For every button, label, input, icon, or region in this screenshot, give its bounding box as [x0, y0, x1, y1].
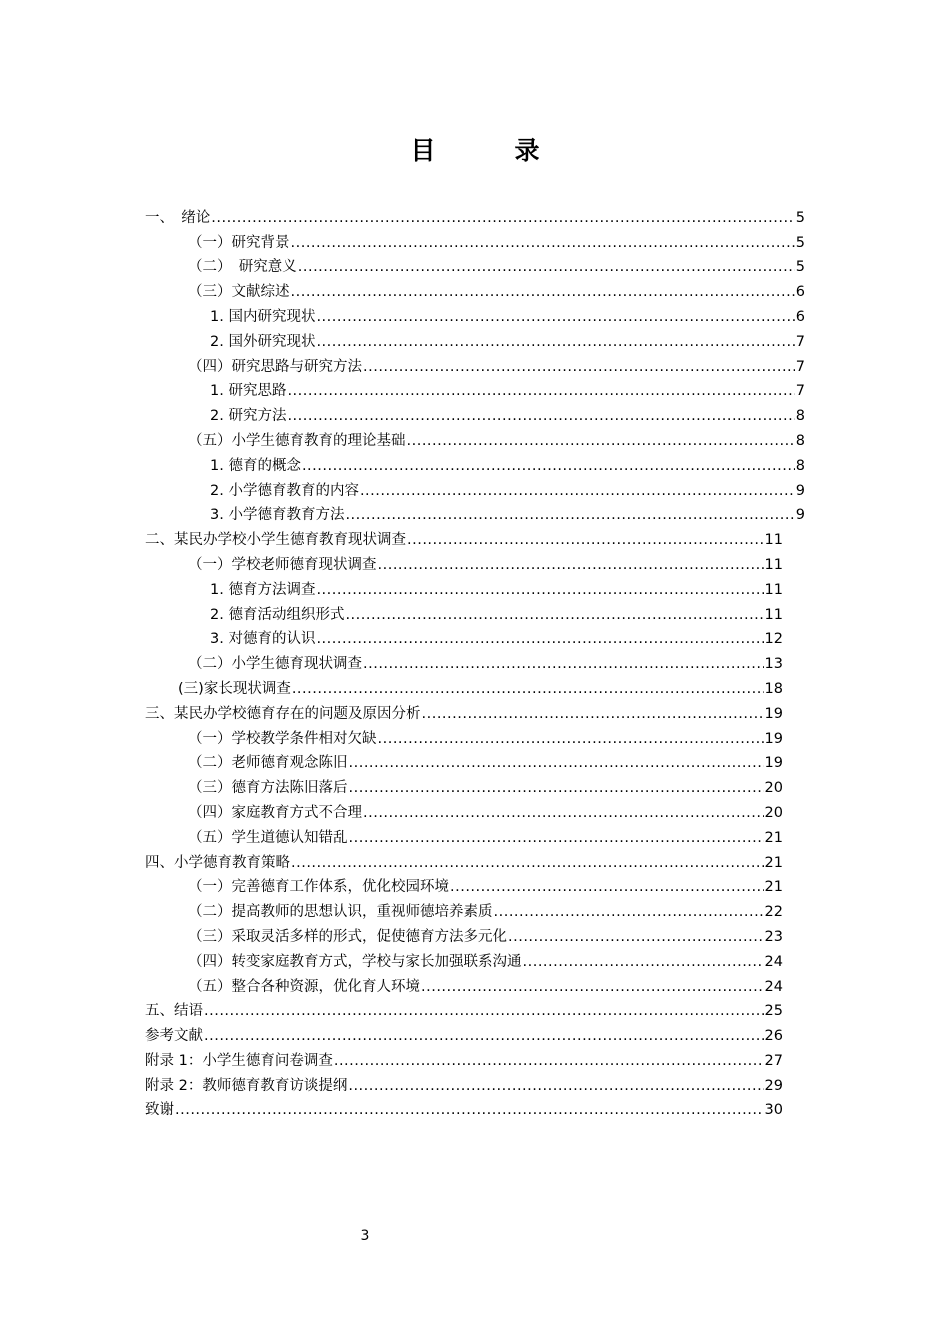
- toc-entry-label: （三）德育方法陈旧落后: [188, 780, 348, 797]
- toc-entry-page: 27: [764, 1052, 783, 1069]
- toc-entry[interactable]: [188, 823, 783, 848]
- toc-entry[interactable]: [145, 848, 783, 873]
- toc-entry-page: 12: [764, 631, 783, 648]
- toc-entry-page: 20: [764, 804, 783, 821]
- toc-entry[interactable]: [188, 724, 783, 749]
- toc-entry-page: 19: [764, 755, 783, 772]
- toc-entry-page: 24: [764, 978, 783, 995]
- dot-leader: [204, 1026, 764, 1046]
- toc-entry-label: （二）提高教师的思想认识，重视师德培养素质: [188, 904, 493, 921]
- dot-leader: [316, 629, 763, 649]
- dot-leader: [302, 456, 795, 476]
- toc-entry[interactable]: [145, 1071, 783, 1096]
- dot-leader: [422, 704, 764, 724]
- dot-leader: [291, 282, 795, 302]
- toc-entry-label: （三）文献综述: [188, 284, 290, 301]
- toc-entry[interactable]: [210, 600, 783, 625]
- dot-leader: [363, 654, 764, 674]
- toc-entry-label: （一）研究背景: [188, 234, 290, 251]
- toc-entry[interactable]: [145, 699, 783, 724]
- toc-entry-label: （一）完善德育工作体系，优化校园环境: [188, 879, 449, 896]
- toc-entry-page: 19: [764, 705, 783, 722]
- toc-entry-page: 26: [764, 1028, 783, 1045]
- dot-leader: [363, 803, 764, 823]
- toc-entry[interactable]: [188, 352, 805, 377]
- toc-entry-label: （四）转变家庭教育方式，学校与家长加强联系沟通: [188, 953, 522, 970]
- toc-entry-label: 参考文献: [145, 1028, 203, 1045]
- toc-entry-page: 5: [795, 209, 805, 226]
- dot-leader: [211, 208, 795, 228]
- toc-entry[interactable]: [188, 922, 783, 947]
- dot-leader: [316, 307, 794, 327]
- toc-entry[interactable]: [188, 649, 783, 674]
- dot-leader: [407, 431, 795, 451]
- toc-entry-page: 8: [795, 457, 805, 474]
- toc-entry-label: （二） 研究意义: [188, 259, 297, 276]
- toc-entry-page: 20: [764, 780, 783, 797]
- toc-entry-page: 24: [764, 953, 783, 970]
- toc-entry-label: 五、结语: [145, 1003, 203, 1020]
- toc-entry[interactable]: [145, 1046, 783, 1071]
- toc-entry-label: 1. 德育的概念: [210, 457, 301, 474]
- toc-entry-label: 附录 2：教师德育教育访谈提纲: [145, 1077, 348, 1094]
- dot-leader: [360, 481, 795, 501]
- toc-entry[interactable]: [210, 451, 805, 476]
- dot-leader: [349, 778, 764, 798]
- toc-entry-page: 6: [795, 284, 805, 301]
- dot-leader: [348, 1076, 763, 1096]
- toc-entry-page: 7: [795, 333, 805, 350]
- toc-entry[interactable]: [188, 873, 783, 898]
- toc-entry[interactable]: [188, 897, 783, 922]
- dot-leader: [298, 257, 795, 277]
- toc-entry[interactable]: [188, 228, 805, 253]
- toc-entry-page: 25: [764, 1003, 783, 1020]
- toc-entry-label: 2. 国外研究现状: [210, 333, 316, 350]
- toc-entry-page: 13: [764, 656, 783, 673]
- toc-entry-label: 三、某民办学校德育存在的问题及原因分析: [145, 705, 421, 722]
- toc-entry[interactable]: [188, 947, 783, 972]
- toc-entry-label: （一）学校老师德育现状调查: [188, 556, 377, 573]
- toc-entry[interactable]: [210, 575, 783, 600]
- dot-leader: [378, 729, 764, 749]
- toc-entry-page: 9: [795, 482, 805, 499]
- toc-entry-label: （二）老师德育观念陈旧: [188, 755, 348, 772]
- toc-entry-label: 附录 1：小学生德育问卷调查: [145, 1052, 333, 1069]
- toc-entry-label: （五）学生道德认知错乱: [188, 829, 348, 846]
- toc-entry-label: (三)家长现状调查: [178, 680, 291, 697]
- toc-entry[interactable]: [188, 253, 805, 278]
- toc-entry[interactable]: [178, 674, 783, 699]
- toc-entry[interactable]: [210, 401, 805, 426]
- dot-leader: [421, 977, 764, 997]
- toc-entry-label: 2. 小学德育教育的内容: [210, 482, 359, 499]
- toc-entry[interactable]: [188, 972, 783, 997]
- toc-entry-label: 四、小学德育教育策略: [145, 854, 290, 871]
- toc-entry-label: （三）采取灵活多样的形式，促使德育方法多元化: [188, 928, 507, 945]
- toc-entry-page: 11: [764, 532, 783, 549]
- toc-entry-page: 21: [764, 854, 783, 871]
- toc-entry-page: 11: [764, 556, 783, 573]
- dot-leader: [378, 555, 764, 575]
- toc-entry[interactable]: [145, 525, 783, 550]
- toc-entry[interactable]: [188, 749, 783, 774]
- dot-leader: [345, 505, 794, 525]
- toc-entry-label: 3. 小学德育教育方法: [210, 507, 345, 524]
- toc-entry-label: 1. 研究思路: [210, 383, 287, 400]
- toc-entry-label: 3. 对德育的认识: [210, 631, 316, 648]
- toc-entry-label: 一、 绪论: [145, 209, 211, 226]
- toc-entry-page: 8: [795, 408, 805, 425]
- dot-leader: [349, 828, 764, 848]
- toc-entry-page: 8: [795, 432, 805, 449]
- toc-entry-page: 11: [764, 606, 783, 623]
- toc-entry[interactable]: [188, 798, 783, 823]
- toc-entry-page: 22: [764, 904, 783, 921]
- toc-entry-label: （二）小学生德育现状调查: [188, 656, 362, 673]
- page-number: 3: [360, 1228, 370, 1244]
- toc-title: 目 录: [410, 136, 567, 165]
- dot-leader: [291, 853, 764, 873]
- toc-entry[interactable]: [188, 773, 783, 798]
- toc-entry[interactable]: [188, 277, 805, 302]
- toc-entry-page: 6: [795, 308, 805, 325]
- toc-entry-label: 致谢: [145, 1102, 174, 1119]
- dot-leader: [345, 605, 763, 625]
- toc-entry-page: 7: [795, 358, 805, 375]
- toc-entry[interactable]: [188, 550, 783, 575]
- toc-entry[interactable]: [210, 501, 805, 526]
- dot-leader: [407, 530, 764, 550]
- toc-entry[interactable]: [145, 997, 783, 1022]
- toc-entry-page: 19: [764, 730, 783, 747]
- toc-entry-page: 5: [795, 234, 805, 251]
- dot-leader: [287, 406, 794, 426]
- dot-leader: [292, 679, 764, 699]
- dot-leader: [316, 580, 763, 600]
- dot-leader: [291, 233, 795, 253]
- toc-entry-label: （五）小学生德育教育的理论基础: [188, 432, 406, 449]
- dot-leader: [363, 357, 795, 377]
- toc-entry-page: 30: [764, 1102, 783, 1119]
- toc-entry-page: 9: [795, 507, 805, 524]
- toc-entry-label: 1. 德育方法调查: [210, 581, 316, 598]
- toc-entry-label: 2. 德育活动组织形式: [210, 606, 345, 623]
- dot-leader: [349, 753, 764, 773]
- toc-entry-label: （四）家庭教育方式不合理: [188, 804, 362, 821]
- dot-leader: [450, 877, 764, 897]
- toc-entry-page: 21: [764, 879, 783, 896]
- toc-entry-page: 29: [764, 1077, 783, 1094]
- toc-entry[interactable]: [210, 625, 783, 650]
- toc-entry-page: 11: [764, 581, 783, 598]
- dot-leader: [523, 952, 764, 972]
- toc-entry[interactable]: [145, 1021, 783, 1046]
- toc-entry-page: 21: [764, 829, 783, 846]
- toc-list: [0, 203, 950, 1120]
- toc-entry-label: （五）整合各种资源，优化育人环境: [188, 978, 420, 995]
- toc-entry[interactable]: [210, 377, 805, 402]
- dot-leader: [175, 1100, 764, 1120]
- dot-leader: [494, 902, 764, 922]
- toc-entry[interactable]: [210, 476, 805, 501]
- toc-entry-page: 5: [795, 259, 805, 276]
- toc-entry-label: 二、某民办学校小学生德育教育现状调查: [145, 532, 406, 549]
- toc-entry-label: 1. 国内研究现状: [210, 308, 316, 325]
- toc-entry[interactable]: [145, 1096, 783, 1121]
- toc-entry-page: 18: [764, 680, 783, 697]
- dot-leader: [287, 381, 794, 401]
- toc-entry-label: （一）学校教学条件相对欠缺: [188, 730, 377, 747]
- dot-leader: [508, 927, 764, 947]
- toc-entry[interactable]: [210, 302, 805, 327]
- toc-entry-page: 7: [795, 383, 805, 400]
- dot-leader: [334, 1051, 764, 1071]
- toc-entry[interactable]: [210, 327, 805, 352]
- toc-entry-label: 2. 研究方法: [210, 408, 287, 425]
- toc-entry-label: （四）研究思路与研究方法: [188, 358, 362, 375]
- toc-entry-page: 23: [764, 928, 783, 945]
- toc-entry[interactable]: [188, 426, 805, 451]
- dot-leader: [204, 1001, 764, 1021]
- toc-entry[interactable]: [145, 203, 805, 228]
- dot-leader: [316, 332, 794, 352]
